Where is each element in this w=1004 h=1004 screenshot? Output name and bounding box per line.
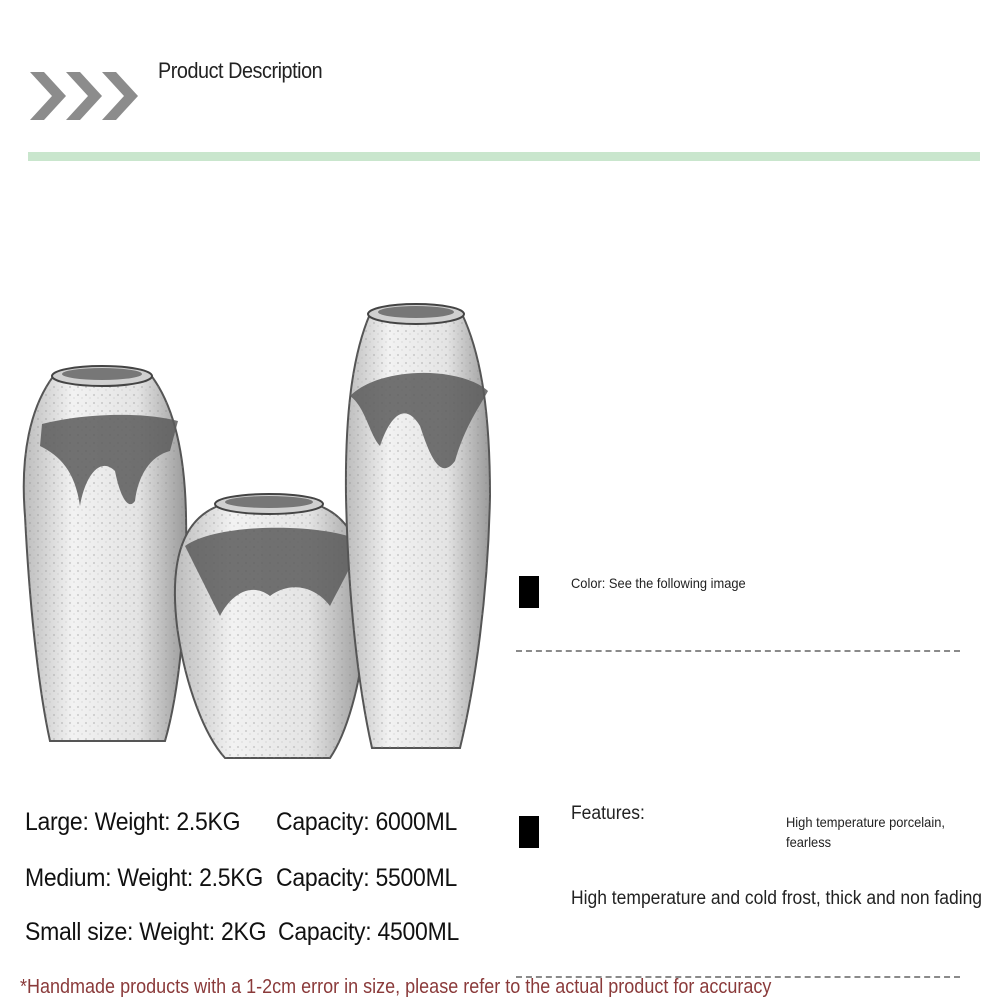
- medium-vase: [346, 304, 490, 748]
- features-label: Features:: [571, 803, 645, 824]
- small-capacity: Capacity: 4500ML: [278, 918, 459, 946]
- vases-image: [20, 296, 498, 766]
- medium-weight: Medium: Weight: 2.5KG: [25, 864, 263, 892]
- features-bullet: [519, 816, 539, 848]
- header-divider: [28, 152, 980, 161]
- chevrons-icon: [30, 70, 142, 122]
- small-vase: [175, 494, 366, 758]
- features-value: High temperature porcelain, fearless: [786, 814, 945, 850]
- footer-note: *Handmade products with a 1-2cm error in size, please refer to the actual product for accuracy: [20, 976, 772, 998]
- color-text: Color: See the following image: [571, 575, 746, 591]
- large-weight: Large: Weight: 2.5KG: [25, 808, 241, 836]
- small-weight: Small size: Weight: 2KG: [25, 918, 267, 946]
- page-title: Product Description: [158, 58, 323, 83]
- medium-capacity: Capacity: 5500ML: [276, 864, 457, 892]
- features-description: High temperature and cold frost, thick and non fading: [571, 888, 983, 909]
- dashed-divider: [516, 650, 960, 652]
- large-capacity: Capacity: 6000ML: [276, 808, 457, 836]
- large-vase: [24, 366, 187, 741]
- color-bullet: [519, 576, 539, 608]
